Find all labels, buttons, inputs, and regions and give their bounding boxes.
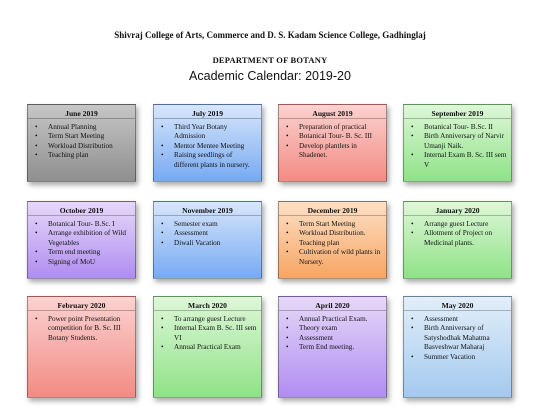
activity-item: • Allotment of Project on Medicinal plants. [411,229,508,248]
month-card [403,201,512,279]
activity-list [279,315,386,353]
month-card [27,201,136,279]
month-card [278,201,387,279]
month-title: September 2019 [404,105,511,119]
activity-item: • Teaching plan [35,151,132,160]
month-title: June 2019 [28,105,135,119]
month-card [27,296,136,398]
activity-list [404,123,511,170]
activity-list [154,220,261,248]
activity-item: • Power point Presentation competition for B. Sc. III Botany Students. [35,315,132,343]
activity-list [279,220,386,267]
activity-item: • Mentor Mentee Meeting [161,142,258,151]
month-title: May 2020 [404,297,511,311]
activity-item: • Term end meeting [35,248,132,257]
activity-item: • Birth Anniversary of Narvir Umanji Naik. [411,132,508,151]
month-title: February 2020 [28,297,135,311]
activity-list [28,123,135,161]
activity-item: • Annual Practical Exam. [286,315,383,324]
month-title: July 2019 [154,105,261,119]
activity-item: • Cultivation of wild plants in Nursery. [286,248,383,267]
activity-item: • Annual Practical Exam [161,343,258,352]
activity-item: • Teaching plan [286,239,383,248]
activity-list [404,315,511,362]
month-title: April 2020 [279,297,386,311]
activity-item: • Diwali Vacation [161,239,258,248]
activity-item: • Arrange guest Lecture [411,220,508,229]
activity-item: • Term Start Meeting [35,132,132,141]
month-title: August 2019 [279,105,386,119]
activity-list [154,123,261,170]
month-title: October 2019 [28,202,135,216]
activity-item: • Term End meeting. [286,343,383,352]
month-card [278,296,387,398]
activity-item: • Term Start Meeting [286,220,383,229]
activity-item: • Internal Exam B. Sc. III sem V [411,151,508,170]
month-card [27,104,136,182]
activity-item: • Workload Distribution. [286,229,383,238]
activity-item: • Arrange exhibition of Wild Vegetables [35,229,132,248]
month-title: December 2019 [279,202,386,216]
month-card [403,104,512,182]
college-name: Shivraj College of Arts, Commerce and D. S. Kadam Science College, Gadhinglaj [114,30,426,40]
month-title: November 2019 [154,202,261,216]
month-card [403,296,512,398]
month-card [278,104,387,182]
activity-item: • Third Year Botany Admission [161,123,258,142]
activity-item: • Birth Anniversary of Satyshodhak Mahatma Basveshwar Maharaj [411,324,508,352]
month-title: March 2020 [154,297,261,311]
activity-item: • Assessment [161,229,258,238]
activity-item: • Assessment [286,334,383,343]
activity-list [28,315,135,343]
month-card [153,104,262,182]
activity-item: • Raising seedlings of different plants in nursery. [161,151,258,170]
activity-item: • Summer Vacation [411,353,508,362]
activity-list [279,123,386,161]
department-name: DEPARTMENT OF BOTANY [212,55,328,65]
activity-list [28,220,135,267]
activity-item: • Preparation of practical [286,123,383,132]
calendar-title: Academic Calendar: 2019-20 [189,69,351,83]
month-title: January 2020 [404,202,511,216]
activity-item: • Workload Distribution [35,142,132,151]
activity-item: • Internal Exam B. Sc. III sem VI [161,324,258,343]
activity-item: • Botanical Tour- B. Sc. III [286,132,383,141]
month-card [153,296,262,398]
activity-item: • Theory exam [286,324,383,333]
activity-item: • Signing of MoU [35,258,132,267]
activity-item: • Develop plantlets in Shadenet. [286,142,383,161]
activity-item: • Assessment [411,315,508,324]
activity-list [154,315,261,353]
activity-item: • Botanical Tour- B.Sc. I [35,220,132,229]
activity-item: • Annual Planning [35,123,132,132]
activity-item: • Botanical Tour- B.Sc. II [411,123,508,132]
activity-item: • Semester exam [161,220,258,229]
month-card [153,201,262,279]
activity-list [404,220,511,248]
activity-item: • To arrange guest Lecture [161,315,258,324]
